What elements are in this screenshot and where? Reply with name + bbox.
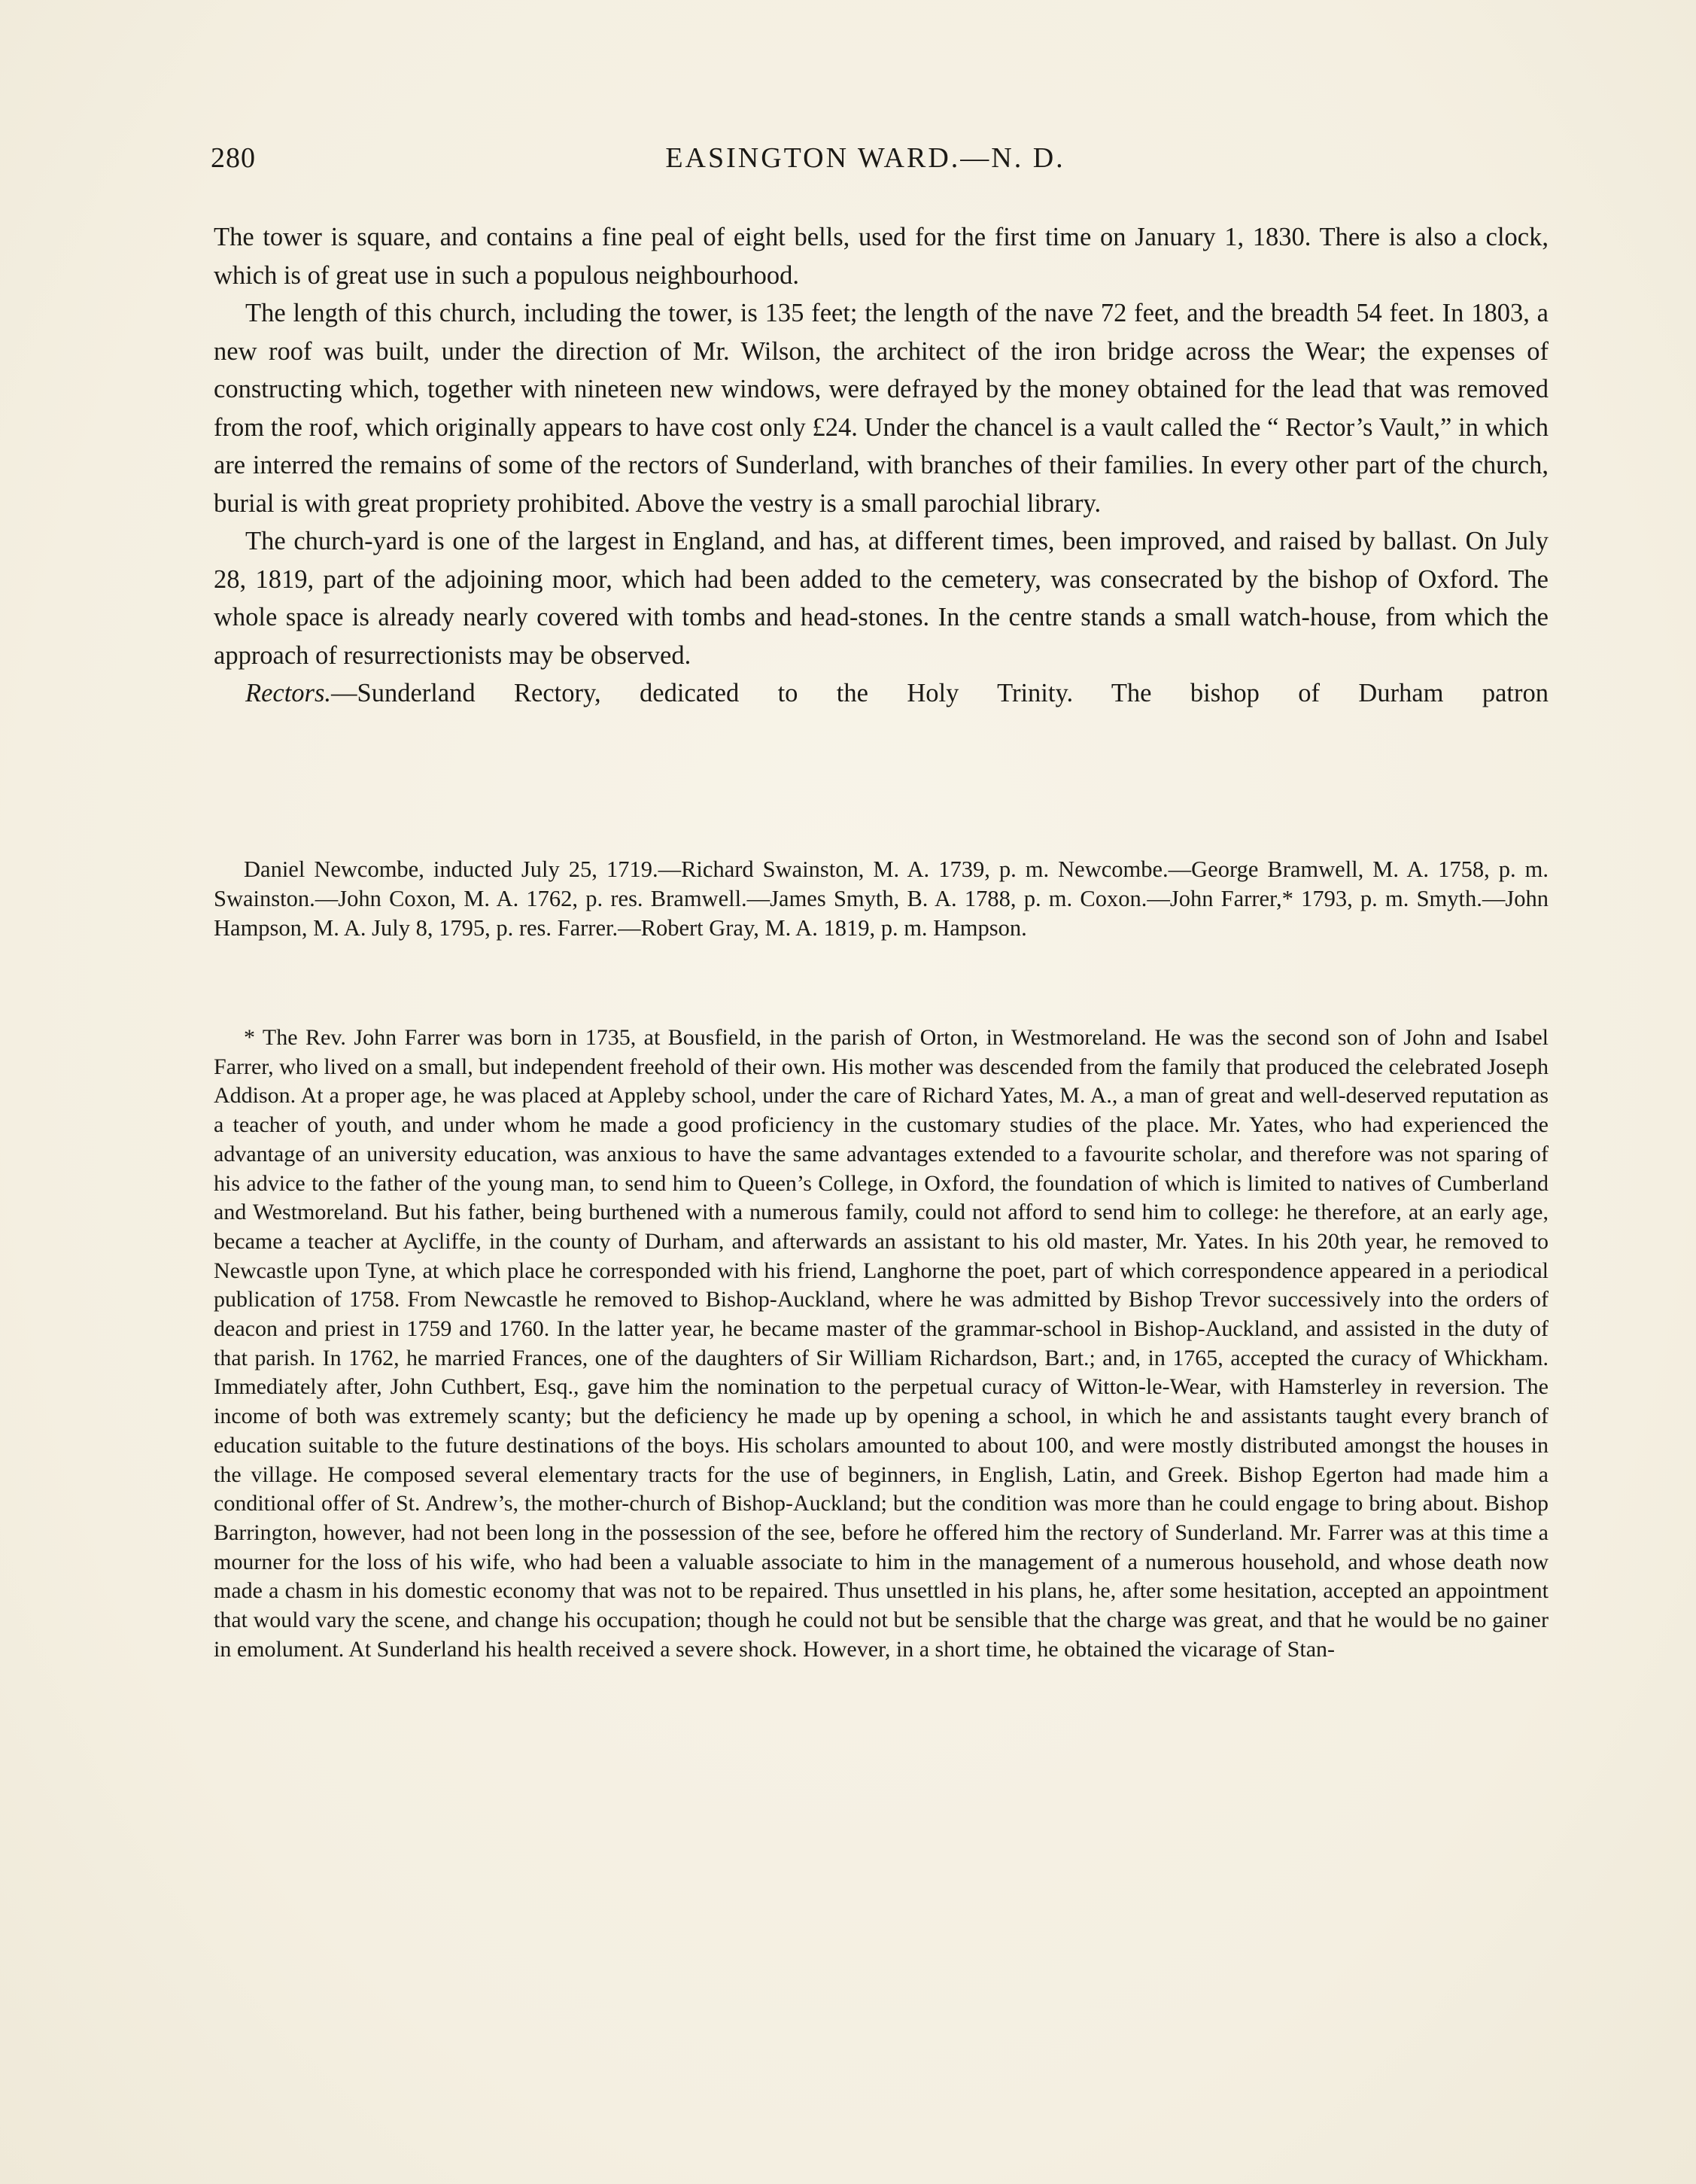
rectors-list-text: Daniel Newcombe, inducted July 25, 1719.—Richard Swainston, M. A. 1739, p. m. Newcombe.—George Bramwell, M. A. 1758, p. m. Swainston.—John Coxon, M. A. 1762, p. res. Bramwell.—James Smyth, B. A. 1788, p. m. Coxon.—John Farrer,* 1793, p. m. Smyth.—John Hampson, M. A. July 8, 1795, p. res. Farrer.—Robert Gray, M. A. 1819, p. m. Hampson. (214, 856, 1549, 941)
page-number: 280 (211, 142, 256, 174)
footnote-text: * The Rev. John Farrer was born in 1735, at Bousfield, in the parish of Orton, in Westmoreland. He was the second son of John and Isabel Farrer, who lived on a small, but independent freehold of their own. His mother was descended from the family that produced the celebrated Joseph Addison. At a proper age, he was placed at Appleby school, under the care of Richard Yates, M. A., a man of great and well-deserved reputation as a teacher of youth, and under whom he made a good proficiency in the customary studies of the place. Mr. Yates, who had experienced the advantage of an university education, was anxious to have the same advantages extended to a favourite scholar, and therefore was not sparing of his advice to the father of the young man, to send him to Queen’s College, in Oxford, the foundation of which is limited to natives of Cumberland and Westmoreland. But his father, being burthened with a numerous family, could not afford to send him to college: he therefore, at an early age, became a teacher at Aycliffe, in the county of Durham, and afterwards an assistant to his old master, Mr. Yates. In his 20th year, he removed to Newcastle upon Tyne, at which place he corresponded with his friend, Langhorne the poet, part of which correspondence appeared in a periodical publication of 1758. From Newcastle he removed to Bishop-Auckland, where he was admitted by Bishop Trevor successively into the orders of deacon and priest in 1759 and 1760. In the latter year, he became master of the grammar-school in Bishop-Auckland, and assisted in the duty of that parish. In 1762, he married Frances, one of the daughters of Sir William Richardson, Bart.; and, in 1765, accepted the curacy of Whickham. Immediately after, John Cuthbert, Esq., gave him the nomination to the perpetual curacy of Witton-le-Wear, with Hamsterley in reversion. The income of both was extremely scanty; but the deficiency he made up by opening a school, in which he and assistants taught every branch of education suitable to the future destinations of the boys. His scholars amounted to about 100, and were mostly distributed amongst the houses in the village. He composed several elementary tracts for the use of beginners, in English, Latin, and Greek. Bishop Egerton had made him a conditional offer of St. Andrew’s, the mother-church of Bishop-Auckland; but the condition was more than he could engage to bring about. Bishop Barrington, however, had not been long in the possession of the see, before he offered him the rectory of Sunderland. Mr. Farrer was at this time a mourner for the loss of his wife, who had been a valuable associate to him in the management of a numerous household, and whose death now made a chasm in his domestic economy that was not to be repaired. Thus unsettled in his plans, he, after some hesitation, accepted an appointment that would vary the scene, and change his occupation; though he could not but be sensible that the charge was great, and that he would be no gainer in emolument. At Sunderland his health received a severe shock. However, in a short time, he obtained the vicarage of Stan- (214, 1025, 1549, 1662)
rectors-list (214, 855, 1549, 943)
paragraph-church-yard: The church-yard is one of the largest in England, and has, at different times, been improved, and raised by ballast. On July 28, 1819, part of the adjoining moor, which had been added to the cemetery, was consecrated by the bishop of Oxford. The whole space is already nearly covered with tombs and head-stones. In the centre stands a small watch-house, from which the approach of resurrectionists may be observed. (214, 527, 1549, 670)
page-header (211, 141, 1520, 187)
paragraph-rectors (214, 674, 1549, 713)
footnote (214, 1024, 1549, 1664)
rectors-intro: —Sunderland Rectory, dedicated to the Holy Trinity. The bishop of Durham patron (331, 679, 1549, 707)
paragraph-tower: The tower is square, and contains a fine peal of eight bells, used for the first time on January 1, 1830. There is also a clock, which is of great use in such a populous neighbourhood. (214, 223, 1549, 290)
running-head: EASINGTON WARD.—N. D. (665, 142, 1065, 174)
paragraph-church-length: The length of this church, including the tower, is 135 feet; the length of the nave 72 feet, and the breadth 54 feet. In 1803, a new roof was built, under the direction of Mr. Wilson, the architect of the iron bridge across the Wear; the expenses of constructing which, together with nineteen new windows, were defrayed by the money obtained for the lead that was removed from the roof, which originally appears to have cost only £24. Under the chancel is a vault called the “ Rector’s Vault,” in which are interred the remains of some of the rectors of Sunderland, with branches of their families. In every other part of the church, burial is with great propriety prohibited. Above the vestry is a small parochial library. (214, 299, 1549, 518)
main-text (214, 218, 1549, 713)
rectors-label: Rectors. (245, 679, 332, 707)
